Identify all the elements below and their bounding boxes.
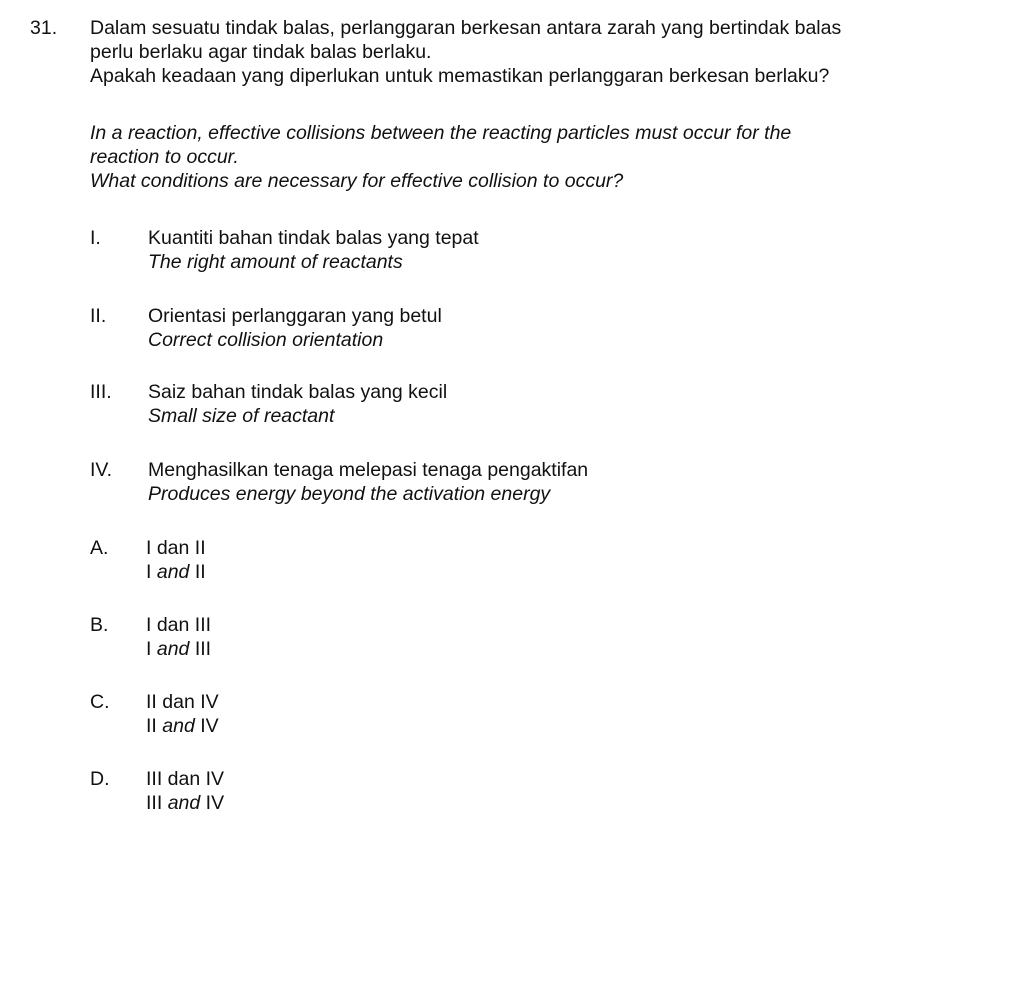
stem-line: Apakah keadaan yang diperlukan untuk memastikan perlanggaran berkesan berlaku? (90, 65, 830, 87)
statement-numeral: III. (90, 381, 112, 403)
option-english-first: III (146, 792, 163, 814)
statement-text (148, 304, 442, 352)
option-text (146, 767, 224, 815)
option-english-first: I (146, 638, 152, 660)
option-malay: III dan IV (146, 768, 225, 790)
statement-text (148, 380, 447, 428)
statement-english: Small size of reactant (148, 405, 335, 427)
option-english (146, 714, 219, 738)
option-letter: C. (90, 691, 110, 713)
statement-numeral: IV. (90, 459, 113, 481)
stem-line: What conditions are necessary for effective collision to occur? (90, 170, 624, 192)
option-english-and: and (156, 638, 190, 660)
option-english-second: III (194, 638, 212, 660)
option-text (146, 613, 211, 661)
option-letter: B. (90, 614, 109, 636)
option-english (146, 791, 224, 815)
stem-line: perlu berlaku agar tindak balas berlaku. (90, 41, 432, 63)
option-english-and: and (162, 715, 195, 737)
stem-line: In a reaction, effective collisions between the reacting particles must occur for the (90, 122, 792, 144)
question-stem-malay (90, 16, 990, 88)
option-english-first: I (146, 561, 152, 583)
option-malay: I dan III (146, 614, 212, 636)
option-english-second: IV (200, 715, 219, 737)
option-malay: II dan IV (146, 691, 219, 713)
question-number: 31. (30, 17, 58, 39)
statement-english: Correct collision orientation (148, 329, 384, 351)
option-english-second: IV (205, 792, 225, 814)
statement-malay: Saiz bahan tindak balas yang kecil (148, 381, 448, 403)
option-text (146, 536, 206, 584)
statement-english: Produces energy beyond the activation energy (148, 483, 551, 505)
stem-line: reaction to occur. (90, 146, 239, 168)
option-english (146, 560, 206, 584)
statement-numeral: II. (90, 305, 107, 327)
option-english (146, 637, 211, 661)
statement-numeral: I. (90, 227, 101, 249)
option-english-second: II (194, 561, 206, 583)
statement-malay: Orientasi perlanggaran yang betul (148, 305, 442, 327)
option-english-first: II (146, 715, 157, 737)
option-letter: D. (90, 768, 110, 790)
stem-line: Dalam sesuatu tindak balas, perlanggaran berkesan antara zarah yang bertindak balas (90, 17, 842, 39)
statement-text (148, 226, 479, 274)
statement-english: The right amount of reactants (148, 251, 403, 273)
option-malay: I dan II (146, 537, 206, 559)
option-english-and: and (167, 792, 201, 814)
statement-text (148, 458, 588, 506)
statement-malay: Menghasilkan tenaga melepasi tenaga pengaktifan (148, 459, 589, 481)
question-stem-english (90, 121, 990, 193)
statement-malay: Kuantiti bahan tindak balas yang tepat (148, 227, 479, 249)
option-text (146, 690, 219, 738)
option-letter: A. (90, 537, 109, 559)
option-english-and: and (156, 561, 190, 583)
